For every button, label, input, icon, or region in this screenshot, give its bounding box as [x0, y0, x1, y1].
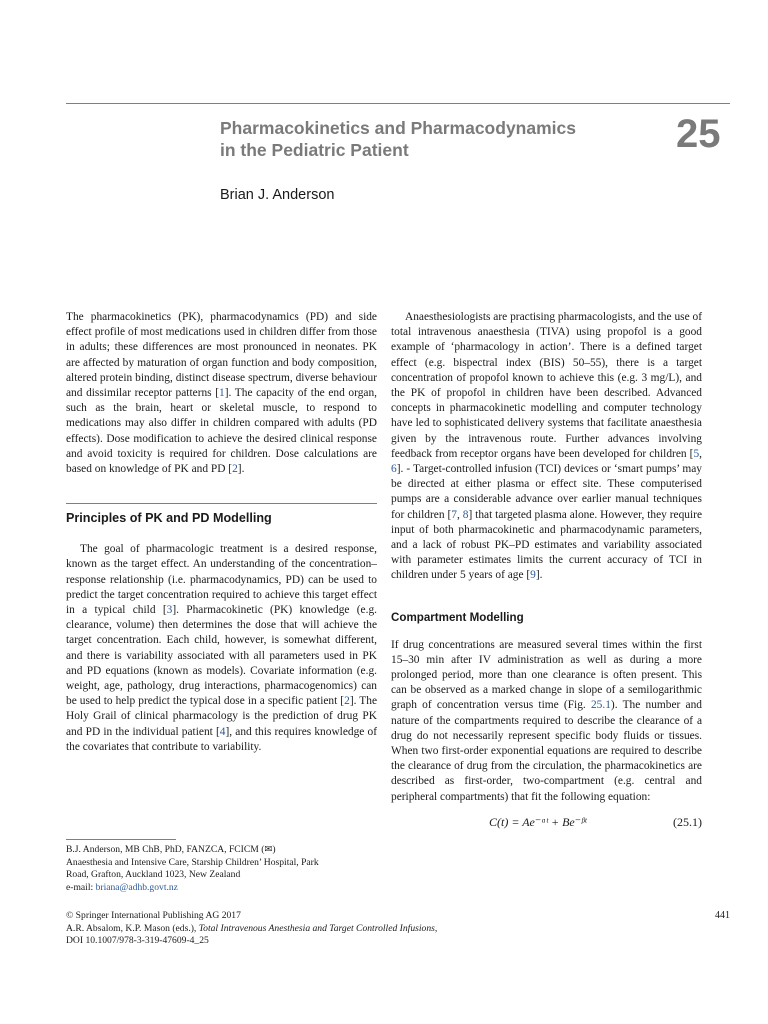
citation-link[interactable]: 7	[451, 508, 457, 521]
top-rule	[66, 103, 730, 104]
citation-link[interactable]: 2	[344, 695, 350, 708]
left-column	[66, 310, 377, 755]
right-column	[391, 310, 702, 833]
affiliation-line: Anaesthesia and Intensive Care, Starship Children’ Hospital, Park	[66, 856, 319, 868]
citation-line: A.R. Absalom, K.P. Mason (eds.), Total Intravenous Anesthesia and Target Controlled Infusions,	[66, 922, 438, 934]
right-paragraph-1: Anaesthesiologists are practising pharmacologists, and the use of total intravenous anaesthesia (TIVA) using propofol is a good example of ‘pharmacology in action’. There is a defined target effect (e.g. bispectral index (BIS) 50–55), there is a target concentration of propofol known to achieve this (e.g. 3 mg/L), and the PK of propofol in children have been described. Advanced concepts in pharmacokinetic modelling and computer technology have led to sophisticated delivery systems that facilitate anaesthesia given by the intravenous route. Further advances involving feedback from receptor organs have been developed for children [5, 6]. - Target-controlled infusion (TCI) devices or ‘smart pumps’ may be directed at either plasma or effect site. These computerised pumps are a considerable advance over earlier manual techniques for children [7, 8] that targeted plasma alone. However, they require input of both pharmacokinetic and pharmacodynamic parameters, and a lack of robust PK–PD estimates and variability associated with parameter estimates limits the current accuracy of TCI in children under 5 years of age [9].	[391, 311, 703, 582]
citation-link[interactable]: 6	[391, 463, 397, 476]
citation-link[interactable]: 9	[530, 569, 536, 582]
author-name: Brian J. Anderson	[220, 187, 335, 203]
page-number: 441	[715, 910, 730, 921]
equation-number: (25.1)	[673, 814, 702, 829]
subsection-heading: Compartment Modelling	[391, 610, 524, 624]
book-title: Total Intravenous Anesthesia and Target Controlled Infusions	[198, 922, 435, 934]
chapter-number: 25	[676, 112, 721, 156]
figure-link[interactable]: 25.1	[590, 699, 611, 712]
equation-block	[391, 815, 702, 833]
chapter-title	[220, 117, 640, 161]
author-affiliation	[66, 839, 377, 894]
section-paragraph: The goal of pharmacologic treatment is a desired response, known as the target effect. An understanding of the concentration–response relationship (i.e. pharmacodynamics, PD) can be used to predict the target concentration required to achieve this target effect in a typical child [3]. Pharmacokinetic (PK) knowledge (e.g. clearance, volume) then determines the dose that will achieve the target concentration. Each child, however, is somewhat different, and there is variability associated with all parameters used in PK and PD equations (known as models). Covariate information (e.g. weight, age, pathology, drug interactions, pharmacogenomics) can be used to help predict the typical dose in a specific patient [2]. The Holy Grail of clinical pharmacology is the prediction of drug PK and PD in the individual patient [4], and this requires knowledge of the covariates that contribute to variability.	[66, 543, 377, 753]
chapter-title-line2: in the Pediatric Patient	[220, 140, 409, 160]
chapter-title-line1: Pharmacokinetics and Pharmacodynamics	[220, 118, 576, 138]
citation-link[interactable]: 4	[219, 725, 226, 738]
citation-link[interactable]: 5	[693, 447, 700, 460]
doi-line: DOI 10.1007/978-3-319-47609-4_25	[66, 935, 209, 947]
email-link[interactable]: briana@adhb.govt.nz	[95, 881, 178, 893]
section-rule	[66, 503, 377, 504]
section-heading: Principles of PK and PD Modelling	[66, 511, 272, 526]
citation-link[interactable]: 2	[232, 463, 238, 476]
affiliation-line: Road, Grafton, Auckland 1023, New Zealand	[66, 869, 241, 881]
citation-link[interactable]: 3	[166, 604, 173, 617]
affiliation-name: B.J. Anderson, MB ChB, PhD, FANZCA, FCICM (✉)	[66, 844, 276, 855]
right-paragraph-2: If drug concentrations are measured several times within the first 15–30 min after IV administration as well as during a more prolonged period, more than one clearance is often present. This can be observed as a marked change in slope of a semilogarithmic graph of concentration versus time (Fig. 25.1). The number and nature of the compartments required to describe the clearance of a drug do not necessarily represent specific body fluids or tissues. When two first-order exponential equations are required to describe the clearance of drug from the circulation, the pharmacokinetics are described as first-order, two-compartment (e.g. central and peripheral compartments) that fit the following equation:	[391, 638, 702, 803]
citation-link[interactable]: 1	[219, 387, 225, 400]
copyright-line: © Springer International Publishing AG 2017	[66, 910, 241, 921]
page-footer	[66, 910, 516, 948]
citation-link[interactable]: 8	[462, 508, 469, 521]
intro-paragraph: The pharmacokinetics (PK), pharmacodynamics (PD) and side effect profile of most medications used in children differ from those in adults; these differences are most pronounced in neonates. PK are affected by maturation of organ function and body composition, altered protein binding, distinct disease spectrum, diverse behaviour and dissimilar receptor patterns [1]. The capacity of the end organ, such as the brain, heart or skeletal muscle, to respond to medications may also differ in children compared with adults (PD effects). Dose modification to achieve the desired clinical response and avoid toxicity is required for children. Dose calculations are based on knowledge of PK and PD [2].	[66, 311, 377, 476]
affiliation-email: e-mail: briana@adhb.govt.nz	[66, 881, 178, 893]
equation-formula: C(t) = Ae⁻ᵅᵗ + Be⁻ᵝᵗ	[489, 814, 587, 829]
affiliation-rule	[66, 839, 176, 840]
